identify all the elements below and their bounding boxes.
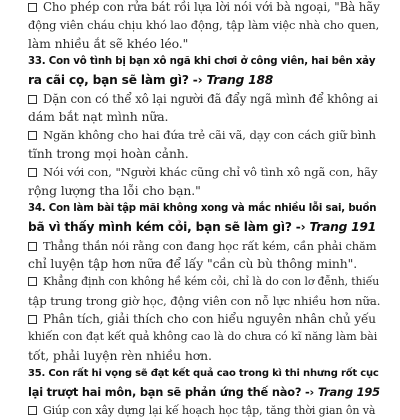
option-text: Ngăn không cho hai đứa trẻ cãi vã, dạy con cách giữ bình: [43, 128, 376, 143]
text-line: làm nhiều ắt sẽ khéo léo.": [28, 35, 189, 51]
question-line: [28, 218, 380, 236]
checkbox-icon: [28, 315, 37, 324]
page-reference: Trang 191: [309, 220, 376, 235]
answer-option: [28, 163, 380, 181]
answer-option: [28, 126, 380, 144]
question-text: ra cãi cọ, bạn sẽ làm gì? -›: [28, 73, 207, 88]
checkbox-icon: [28, 168, 37, 177]
option-text: Dặn con có thể xô lại người đã đẩy ngã mình để không ai: [43, 91, 378, 106]
text-line: động viên cháu chịu khó lao động, tập làm việc nhà cho quen,: [28, 18, 380, 33]
question-line: [28, 365, 380, 383]
answer-option: [28, 310, 380, 328]
question-text: bã vì thấy mình kém cỏi, bạn sẽ làm gì? -›: [28, 220, 310, 235]
question-text: lại trượt hai môn, bạn sẽ phản ứng thế nào? -›: [28, 385, 318, 400]
checkbox-icon: [28, 95, 37, 104]
text-line: tĩnh trong mọi hoàn cảnh.: [28, 145, 189, 161]
text-line: khiến con đạt kết quả không cao là do chưa có kĩ năng làm bài: [28, 330, 378, 344]
checkbox-icon: [28, 406, 37, 415]
text-line: tập trung trong giờ học, động viên con nỗ lực nhiều hơn nữa.: [28, 293, 381, 308]
answer-option: [28, 90, 380, 108]
question-line: [28, 383, 380, 401]
text-line: dám bắt nạt mình nữa.: [28, 109, 169, 125]
answer-option: [28, 402, 380, 420]
option-text: Cho phép con rửa bát rồi lựa lời nói với bà ngoại, "Bà hãy: [43, 0, 380, 14]
answer-option: [28, 0, 380, 16]
question-line: [28, 200, 380, 218]
checkbox-icon: [28, 131, 37, 140]
text-line: chỉ luyện tập hơn nữa để lấy "cần cù bù thông minh".: [28, 255, 358, 271]
question-line: [28, 53, 380, 71]
text-line: tốt, phải luyện rèn nhiều hơn.: [28, 347, 212, 363]
question-text: 35. Con rất hi vọng sẽ đạt kết quả cao trong kì thi nhưng rốt cục: [28, 368, 379, 379]
checkbox-icon: [28, 277, 37, 286]
checkbox-icon: [28, 3, 37, 12]
question-text: 34. Con làm bài tập mãi không xong và mắc nhiều lỗi sai, buồn: [28, 202, 377, 214]
option-text: Giúp con xây dựng lại kế hoạch học tập, tăng thời gian ôn và: [43, 403, 376, 417]
text-line: rộng lượng tha lỗi cho bạn.": [28, 182, 201, 198]
option-text: Khẳng định con không hề kém cỏi, chỉ là do con lơ đễnh, thiếu: [43, 275, 380, 289]
checkbox-icon: [28, 242, 37, 251]
page-reference: Trang 195: [317, 385, 380, 400]
answer-option: [28, 237, 380, 255]
page-reference: Trang 188: [206, 73, 274, 88]
option-text: Nói với con, "Người khác cũng chỉ vô tình xô ngã con, hãy: [43, 165, 378, 180]
question-line: [28, 71, 380, 89]
option-text: Thẳng thắn nói rằng con đang học rất kém, cần phải chăm: [43, 238, 377, 253]
question-text: 33. Con vô tình bị bạn xô ngã khi chơi ở công viên, hai bên xảy: [28, 56, 376, 68]
option-text: Phân tích, giải thích cho con hiểu nguyên nhân chủ yếu: [43, 311, 376, 326]
answer-option: [28, 273, 380, 291]
